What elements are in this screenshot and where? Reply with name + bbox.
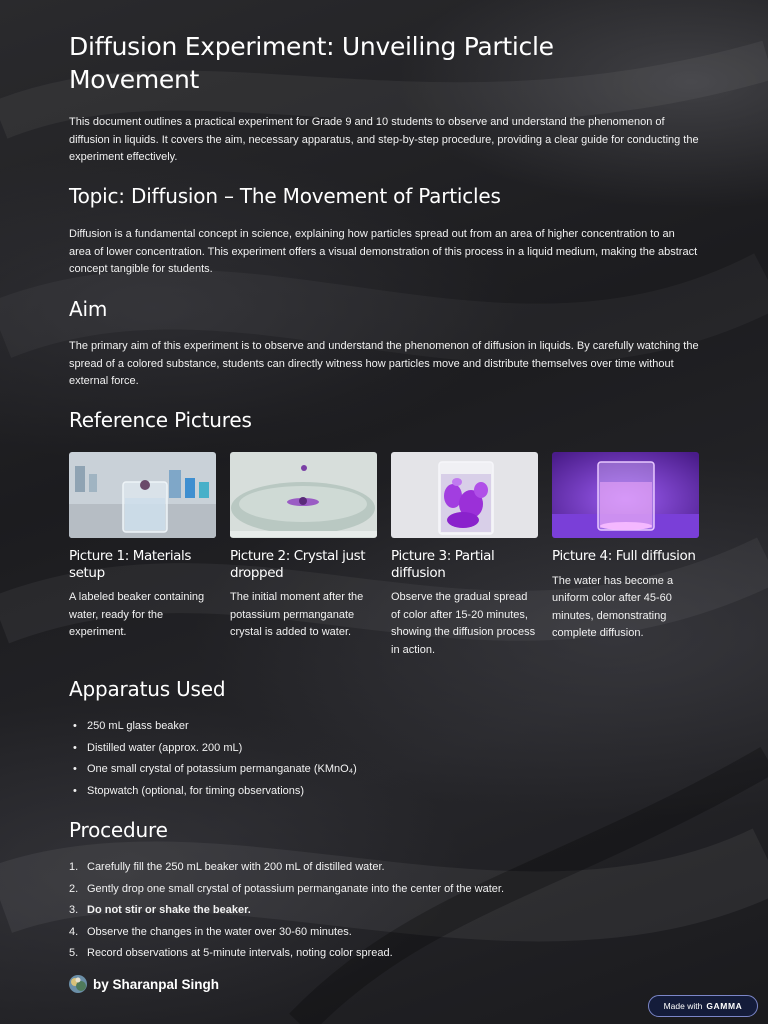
author-name: by Sharanpal Singh <box>93 976 220 992</box>
bullet-icon: • <box>73 741 77 754</box>
picture-card-3 <box>391 452 538 659</box>
picture-card-4 <box>552 452 699 643</box>
bullet-icon: • <box>73 763 77 775</box>
topic-text: Diffusion is a fundamental concept in science, explaining how particles spread out from an area of higher concentration to an area of lower concentration. This experiment offers a visual demonstration of this process in a liquid medium, making the abstract concept tangible for students. <box>69 228 698 275</box>
picture-description: Observe the gradual spread of color after 15-20 minutes, showing the diffusion process in action. <box>391 591 536 656</box>
picture-card-1 <box>69 452 216 642</box>
topic-heading: Topic: Diffusion – The Movement of Particles <box>69 184 501 208</box>
apparatus-heading: Apparatus Used <box>69 677 226 701</box>
apparatus-list <box>69 716 689 802</box>
list-item: • Stopwatch (optional, for timing observations) <box>69 781 689 803</box>
gamma-logo: GAMMA <box>706 1001 743 1011</box>
list-item: • Distilled water (approx. 200 mL) <box>69 738 689 760</box>
full-diffusion-image <box>552 452 699 538</box>
author-credit[interactable] <box>69 975 219 993</box>
bullet-icon: • <box>73 720 77 732</box>
procedure-heading: Procedure <box>69 818 168 842</box>
list-item: 4. Observe the changes in the water over 30-60 minutes. <box>69 925 352 938</box>
partial-diffusion-image <box>391 452 538 538</box>
list-item: 1. Carefully fill the 250 mL beaker with 200 mL of distilled water. <box>69 861 385 873</box>
bullet-icon: • <box>73 784 77 797</box>
reference-pictures <box>69 452 701 662</box>
picture-title: Picture 4: Full diffusion <box>552 548 696 564</box>
picture-description: The initial moment after the potassium permanganate crystal is added to water. <box>230 591 364 638</box>
aim-text: The primary aim of this experiment is to observe and understand the phenomenon of diffusion in liquids. By carefully watching the spread of a colored substance, students can directly witness how particles move and distribute themselves over time without external force. <box>69 340 699 387</box>
crystal-dropped-image <box>230 452 377 538</box>
list-item: • 250 mL glass beaker <box>69 716 689 738</box>
page-title: Diffusion Experiment: Unveiling Particle Movement <box>69 32 554 94</box>
list-item: • One small crystal of potassium permanganate (KMnO₄) <box>69 759 689 781</box>
list-item: 3. Do not stir or shake the beaker. <box>69 904 251 916</box>
aim-heading: Aim <box>69 297 108 321</box>
badge-prefix: Made with <box>663 1001 703 1011</box>
list-item: 2. Gently drop one small crystal of potassium permanganate into the center of the water. <box>69 882 505 895</box>
picture-title: Picture 2: Crystal just dropped <box>230 548 366 581</box>
list-item: 5. Record observations at 5-minute intervals, noting color spread. <box>69 947 393 959</box>
picture-title: Picture 3: Partial diffusion <box>391 548 495 581</box>
picture-description: The water has become a uniform color after 45-60 minutes, demonstrating complete diffusion. <box>552 574 674 639</box>
reference-heading: Reference Pictures <box>69 408 252 432</box>
materials-setup-image <box>69 452 216 538</box>
procedure-list <box>69 857 689 965</box>
made-with-gamma-badge[interactable] <box>648 995 758 1017</box>
intro-text: This document outlines a practical experiment for Grade 9 and 10 students to observe and understand the phenomenon of diffusion in liquids. It covers the aim, necessary apparatus, and step-by-step procedure, providing a clear guide for conducting the experiment effectively. <box>69 116 699 163</box>
picture-description: A labeled beaker containing water, ready for the experiment. <box>69 591 205 638</box>
picture-card-2 <box>230 452 377 642</box>
picture-title: Picture 1: Materials setup <box>69 548 192 581</box>
avatar <box>69 975 87 993</box>
